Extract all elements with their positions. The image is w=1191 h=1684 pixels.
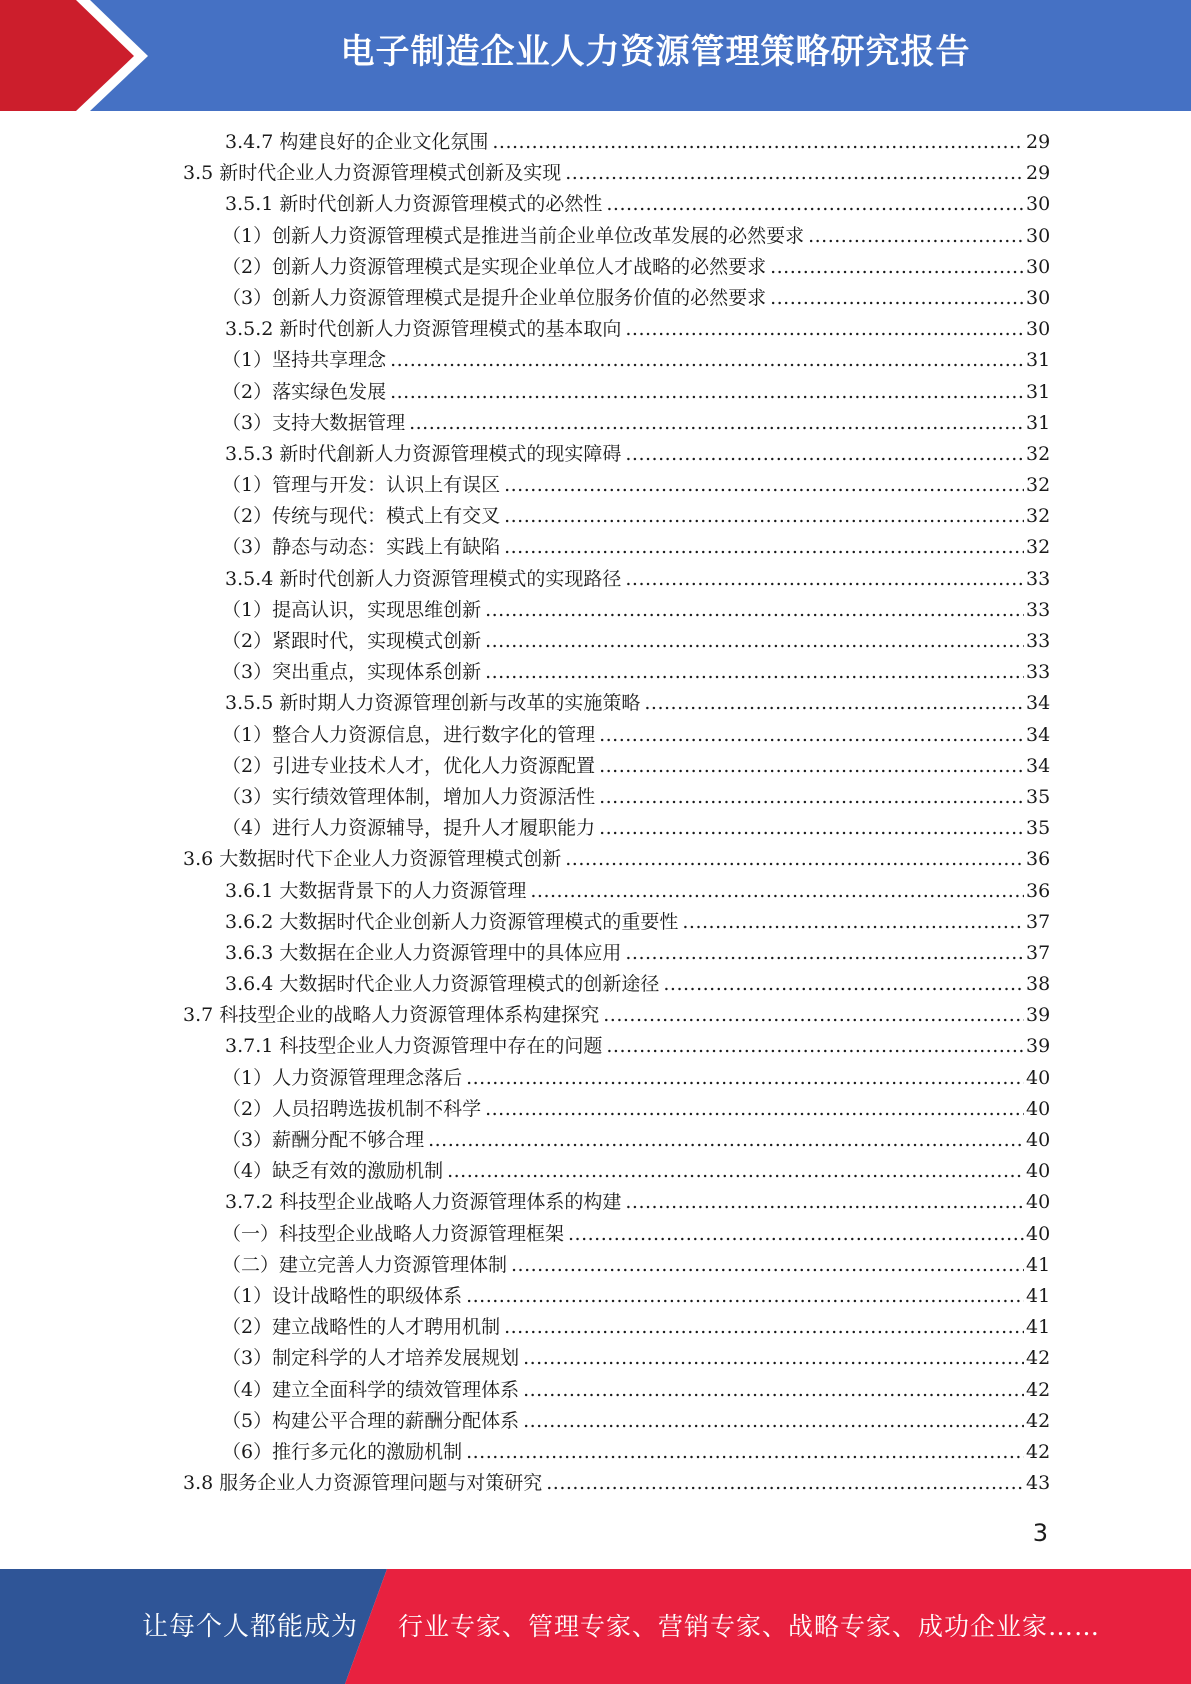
toc-entry-title: （3）实行绩效管理体制，增加人力资源活性 (222, 785, 596, 808)
toc-entry-title: （4）进行人力资源辅导，提升人才履职能力 (222, 817, 596, 840)
toc-entry-page: 40 (1026, 1160, 1051, 1183)
dot-leader (523, 1343, 1024, 1374)
toc-entry[interactable] (222, 1094, 1191, 1125)
toc-entry-page: 38 (1026, 973, 1051, 996)
dot-leader (523, 1375, 1024, 1406)
toc-entry-page: 35 (1026, 817, 1051, 840)
toc-entry-title: 3.5.5 新时期人力资源管理创新与改革的实施策略 (225, 692, 641, 715)
toc-entry-title: 3.7 科技型企业的战略人力资源管理体系构建探究 (183, 1004, 600, 1027)
toc-entry-page: 39 (1026, 1004, 1051, 1027)
toc-entry[interactable] (222, 377, 1191, 408)
toc-entry-page: 33 (1026, 598, 1051, 621)
toc-entry-page: 32 (1026, 536, 1051, 559)
toc-entry[interactable] (222, 1343, 1191, 1374)
toc-entry-page: 31 (1026, 411, 1051, 434)
toc-entry-title: （3）突出重点，实现体系创新 (222, 661, 482, 684)
toc-entry[interactable] (222, 1125, 1191, 1156)
toc-entry[interactable] (222, 345, 1191, 376)
toc-entry-page: 32 (1026, 442, 1051, 465)
toc-entry-page: 40 (1026, 1129, 1051, 1151)
toc-entry[interactable] (222, 470, 1191, 501)
toc-entry-page: 35 (1026, 785, 1051, 808)
page-number: 3 (1032, 1519, 1048, 1547)
toc-entry-title: 3.4.7 构建良好的企业文化氛围 (225, 131, 489, 153)
toc-entry[interactable] (222, 283, 1191, 314)
toc-entry-page: 39 (1026, 1035, 1051, 1058)
dot-leader (504, 532, 1024, 563)
toc-entry[interactable] (183, 1468, 1191, 1499)
toc-entry-page: 30 (1026, 255, 1051, 278)
dot-leader (625, 564, 1024, 595)
toc-entry-page: 30 (1026, 286, 1051, 309)
toc-entry-title: 3.5.2 新时代创新人力资源管理模式的基本取向 (225, 318, 622, 341)
dot-leader (485, 1094, 1024, 1125)
toc-entry-title: （2）人员招聘选拔机制不科学 (222, 1097, 482, 1120)
toc-entry-title: （二）建立完善人力资源管理体制 (222, 1253, 508, 1276)
toc-entry-page: 34 (1026, 754, 1051, 777)
toc-entry-page: 33 (1026, 630, 1051, 652)
toc-entry[interactable] (222, 1406, 1191, 1437)
toc-entry-title: （5）构建公平合理的薪酬分配体系 (222, 1409, 520, 1432)
dot-leader (565, 158, 1024, 189)
dot-leader (466, 1281, 1024, 1312)
dot-leader (625, 439, 1024, 470)
dot-leader (625, 938, 1024, 969)
toc-entry[interactable] (225, 938, 1191, 969)
toc-entry-title: （3）制定科学的人才培养发展规划 (222, 1347, 520, 1370)
dot-leader (485, 595, 1024, 626)
footer-slogan-left: 让每个人都能成为 (142, 1612, 359, 1642)
footer-band (0, 1569, 1191, 1684)
dot-leader (770, 252, 1024, 283)
dot-leader (606, 189, 1024, 220)
toc-entry-page: 30 (1026, 193, 1051, 216)
dot-leader (770, 283, 1024, 314)
toc-entry-page: 32 (1026, 474, 1051, 497)
dot-leader (485, 626, 1024, 657)
toc-entry-title: 3.7.2 科技型企业战略人力资源管理体系的构建 (225, 1191, 622, 1214)
toc-entry-page: 34 (1026, 723, 1051, 746)
toc-entry-title: （1）提高认识，实现思维创新 (222, 598, 482, 621)
toc-entry-title: （2）创新人力资源管理模式是实现企业单位人才战略的必然要求 (222, 255, 767, 278)
header-chevron-icon (0, 0, 160, 111)
toc-entry-page: 31 (1026, 380, 1051, 403)
toc-entry-title: 3.8 服务企业人力资源管理问题与对策研究 (183, 1472, 543, 1495)
dot-leader (466, 1437, 1024, 1468)
footer-slogan-right: 行业专家、管理专家、营销专家、战略专家、成功企业家…… (398, 1612, 1101, 1641)
toc-entry-page: 42 (1026, 1440, 1051, 1463)
dot-leader (511, 1250, 1024, 1281)
toc-entry-title: （4）缺乏有效的激励机制 (222, 1160, 444, 1183)
dot-leader (625, 1187, 1024, 1218)
dot-leader (409, 408, 1024, 439)
toc-entry-title: （2）建立战略性的人才聘用机制 (222, 1316, 501, 1339)
toc-entry[interactable] (222, 1312, 1191, 1343)
toc-entry-page: 34 (1026, 692, 1051, 715)
dot-leader (504, 470, 1024, 501)
toc-entry-page: 42 (1026, 1347, 1051, 1370)
toc-entry[interactable] (225, 876, 1191, 907)
toc-entry-title: （2）传统与现代：模式上有交叉 (222, 505, 501, 528)
dot-leader (644, 688, 1024, 719)
toc-entry[interactable] (225, 189, 1191, 220)
toc-entry[interactable] (222, 813, 1191, 844)
toc-entry-page: 42 (1026, 1409, 1051, 1432)
toc-entry-page: 30 (1026, 318, 1051, 341)
dot-leader (492, 127, 1024, 158)
toc-entry[interactable] (222, 751, 1191, 782)
toc-entry[interactable] (222, 1437, 1191, 1468)
dot-leader (603, 1000, 1024, 1031)
toc-entry-title: 3.6.1 大数据背景下的人力资源管理 (225, 879, 527, 902)
dot-leader (599, 720, 1024, 751)
toc-entry-page: 37 (1026, 910, 1051, 933)
toc-entry[interactable] (225, 439, 1191, 470)
dot-leader (625, 314, 1024, 345)
toc-entry-page: 43 (1026, 1472, 1051, 1495)
toc-entry-title: 3.5.3 新时代創新人力资源管理模式的现实障碍 (225, 442, 622, 465)
dot-leader (428, 1125, 1024, 1156)
toc-entry-title: （1）坚持共享理念 (222, 349, 387, 372)
toc-entry[interactable] (183, 158, 1191, 189)
toc-entry[interactable] (222, 782, 1191, 813)
dot-leader (599, 782, 1024, 813)
toc-entry[interactable] (222, 1250, 1191, 1281)
dot-leader (599, 813, 1024, 844)
toc-entry-page: 33 (1026, 567, 1051, 590)
dot-leader (504, 501, 1024, 532)
toc-entry-page: 42 (1026, 1378, 1051, 1401)
toc-entry[interactable] (225, 688, 1191, 719)
toc-entry-page: 30 (1026, 224, 1051, 247)
toc-entry[interactable] (222, 595, 1191, 626)
dot-leader (466, 1063, 1024, 1094)
toc-entry[interactable] (225, 907, 1191, 938)
toc-entry-page: 36 (1026, 848, 1051, 871)
toc-entry-title: 3.5 新时代企业人力资源管理模式创新及实现 (183, 162, 562, 185)
toc-entry-title: 3.7.1 科技型企业人力资源管理中存在的问题 (225, 1035, 603, 1058)
toc-entry[interactable] (225, 1187, 1191, 1218)
toc-entry-page: 33 (1026, 661, 1051, 684)
toc-entry[interactable] (225, 1031, 1191, 1062)
toc-entry[interactable] (222, 626, 1191, 657)
toc-entry[interactable] (225, 564, 1191, 595)
toc-entry-title: （3）静态与动态：实践上有缺陷 (222, 536, 501, 559)
toc-entry-page: 40 (1026, 1222, 1051, 1245)
table-of-contents (0, 127, 1191, 1499)
toc-entry-title: （2）紧跟时代，实现模式创新 (222, 630, 482, 652)
toc-entry[interactable] (222, 1281, 1191, 1312)
toc-entry-title: 3.5.1 新时代创新人力资源管理模式的必然性 (225, 193, 603, 216)
dot-leader (568, 1219, 1024, 1250)
dot-leader (390, 377, 1024, 408)
toc-entry-title: （2）落实绿色发展 (222, 380, 387, 403)
toc-entry-title: 3.6.4 大数据时代企业人力资源管理模式的创新途径 (225, 973, 660, 996)
toc-entry-title: （2）引进专业技术人才，优化人力资源配置 (222, 754, 596, 777)
toc-entry-title: （6）推行多元化的激励机制 (222, 1440, 463, 1463)
header-band (0, 0, 1191, 111)
toc-entry[interactable] (225, 969, 1191, 1000)
toc-entry[interactable] (183, 1000, 1191, 1031)
toc-entry-page: 29 (1026, 162, 1051, 185)
dot-leader (447, 1156, 1024, 1187)
dot-leader (530, 876, 1024, 907)
toc-entry[interactable] (222, 657, 1191, 688)
toc-entry-title: 3.5.4 新时代创新人力资源管理模式的实现路径 (225, 567, 622, 590)
toc-entry[interactable] (222, 720, 1191, 751)
toc-entry-page: 36 (1026, 879, 1051, 902)
toc-entry-title: （1）设计战略性的职级体系 (222, 1284, 463, 1307)
dot-leader (523, 1406, 1024, 1437)
toc-entry[interactable] (222, 501, 1191, 532)
toc-entry[interactable] (222, 408, 1191, 439)
toc-entry-page: 40 (1026, 1191, 1051, 1214)
toc-entry[interactable] (225, 314, 1191, 345)
document-title: 电子制造企业人力资源管理策略研究报告 (340, 32, 971, 72)
toc-entry[interactable] (183, 844, 1191, 875)
toc-entry-title: （一）科技型企业战略人力资源管理框架 (222, 1222, 565, 1245)
toc-entry-title: （1）整合人力资源信息，进行数字化的管理 (222, 723, 596, 746)
dot-leader (808, 221, 1024, 252)
toc-entry-title: （3）创新人力资源管理模式是提升企业单位服务价值的必然要求 (222, 286, 767, 309)
toc-entry-title: （1）人力资源管理理念落后 (222, 1066, 463, 1089)
dot-leader (606, 1031, 1024, 1062)
toc-entry-page: 40 (1026, 1097, 1051, 1120)
toc-entry-title: 3.6.2 大数据时代企业创新人力资源管理模式的重要性 (225, 910, 679, 933)
dot-leader (682, 907, 1024, 938)
toc-entry[interactable] (222, 221, 1191, 252)
dot-leader (663, 969, 1024, 1000)
toc-entry-page: 37 (1026, 941, 1051, 964)
dot-leader (504, 1312, 1024, 1343)
toc-entry-page: 40 (1026, 1066, 1051, 1089)
dot-leader (599, 751, 1024, 782)
toc-entry-page: 41 (1026, 1253, 1051, 1276)
toc-entry[interactable] (225, 127, 1191, 158)
toc-entry-title: （4）建立全面科学的绩效管理体系 (222, 1378, 520, 1401)
dot-leader (485, 657, 1024, 688)
toc-entry-page: 31 (1026, 349, 1051, 372)
toc-entry-title: 3.6.3 大数据在企业人力资源管理中的具体应用 (225, 941, 622, 964)
toc-entry[interactable] (222, 1375, 1191, 1406)
toc-entry[interactable] (222, 1156, 1191, 1187)
toc-entry-title: 3.6 大数据时代下企业人力资源管理模式创新 (183, 848, 562, 871)
toc-entry[interactable] (222, 1219, 1191, 1250)
toc-entry[interactable] (222, 1063, 1191, 1094)
toc-entry-page: 41 (1026, 1284, 1051, 1307)
toc-entry[interactable] (222, 252, 1191, 283)
toc-entry-page: 32 (1026, 505, 1051, 528)
toc-entry-title: （1）创新人力资源管理模式是推进当前企业单位改革发展的必然要求 (222, 224, 805, 247)
toc-entry-page: 41 (1026, 1316, 1051, 1339)
toc-entry[interactable] (222, 532, 1191, 563)
toc-entry-title: （3）薪酬分配不够合理 (222, 1129, 425, 1151)
dot-leader (546, 1468, 1024, 1499)
dot-leader (565, 844, 1024, 875)
toc-entry-title: （3）支持大数据管理 (222, 411, 406, 434)
toc-entry-title: （1）管理与开发：认识上有误区 (222, 474, 501, 497)
toc-entry-page: 29 (1026, 131, 1051, 153)
dot-leader (390, 345, 1024, 376)
